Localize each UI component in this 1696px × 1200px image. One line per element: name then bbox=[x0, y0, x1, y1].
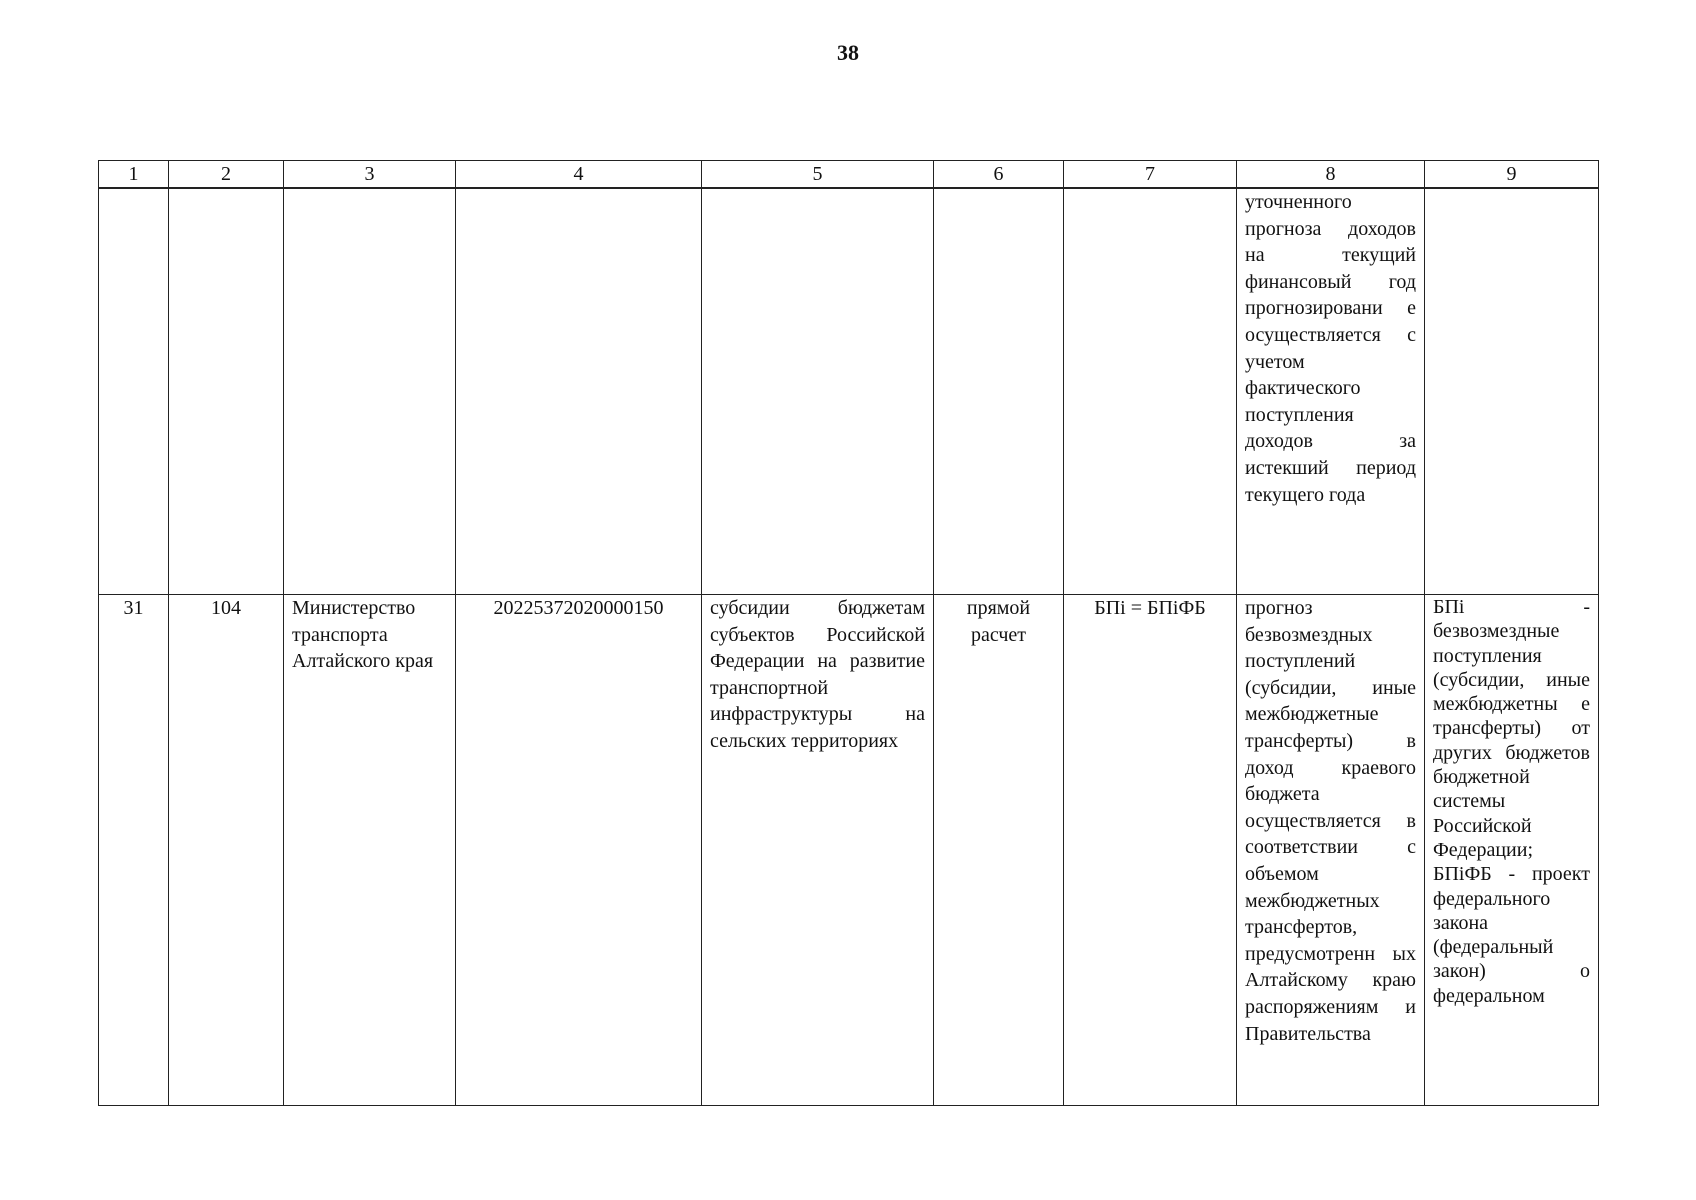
cont-cell-8-text: уточненного прогноза доходов на текущий финансовый год прогнозировани е осуществляется с учетом фактического поступления доходов за истекший период текущего года bbox=[1245, 191, 1416, 506]
header-col-6: 6 bbox=[934, 161, 1064, 189]
header-col-4: 4 bbox=[456, 161, 702, 189]
table-row-31 bbox=[99, 595, 1599, 1106]
page-number: 38 bbox=[837, 40, 859, 65]
indicator-description-text: БПi - безвозмездные поступления (субсидии, иные межбюджетны е трансферты) от других бюджетов бюджетной системы Российской Федерации; БПiФБ - проект федерального закона (федеральный закон) о федеральном bbox=[1433, 596, 1590, 1007]
cont-cell-6 bbox=[934, 188, 1064, 595]
cont-cell-5 bbox=[702, 188, 934, 595]
admin-code-cell: 104 bbox=[169, 595, 284, 1106]
header-col-2: 2 bbox=[169, 161, 284, 189]
cont-cell-2 bbox=[169, 188, 284, 595]
algorithm-description-cell bbox=[1237, 595, 1425, 1106]
header-col-8: 8 bbox=[1237, 161, 1425, 189]
cont-cell-3 bbox=[284, 188, 456, 595]
indicator-description-cell bbox=[1425, 595, 1599, 1106]
cont-cell-4 bbox=[456, 188, 702, 595]
header-col-3: 3 bbox=[284, 161, 456, 189]
cont-cell-8-forecast-method bbox=[1237, 188, 1425, 595]
table-row-continuation bbox=[99, 188, 1599, 595]
cont-cell-9 bbox=[1425, 188, 1599, 595]
row-number-cell: 31 bbox=[99, 595, 169, 1106]
cont-cell-1 bbox=[99, 188, 169, 595]
algorithm-description-text: прогноз безвозмездных поступлений (субсидии, иные межбюджетные трансферты) в доход краевого бюджета осуществляется в соответствии с объемом межбюджетных трансфертов, предусмотренн ых Алтайскому краю распоряжениям и Правительства bbox=[1245, 597, 1416, 1045]
calculation-method-cell: прямой расчет bbox=[934, 595, 1064, 1106]
budget-classification-code-cell: 20225372020000150 bbox=[456, 595, 702, 1106]
revenue-name-cell: субсидии бюджетам субъектов Российской Федерации на развитие транспортной инфраструктуры на сельских территориях bbox=[702, 595, 934, 1106]
formula-cell: БПi = БПiФБ bbox=[1064, 595, 1237, 1106]
budget-revenue-table bbox=[98, 160, 1599, 1106]
administrator-name-cell: Министерство транспорта Алтайского края bbox=[284, 595, 456, 1106]
header-col-5: 5 bbox=[702, 161, 934, 189]
cont-cell-7 bbox=[1064, 188, 1237, 595]
header-col-7: 7 bbox=[1064, 161, 1237, 189]
header-col-1: 1 bbox=[99, 161, 169, 189]
header-col-9: 9 bbox=[1425, 161, 1599, 189]
table-header-row bbox=[99, 161, 1599, 189]
